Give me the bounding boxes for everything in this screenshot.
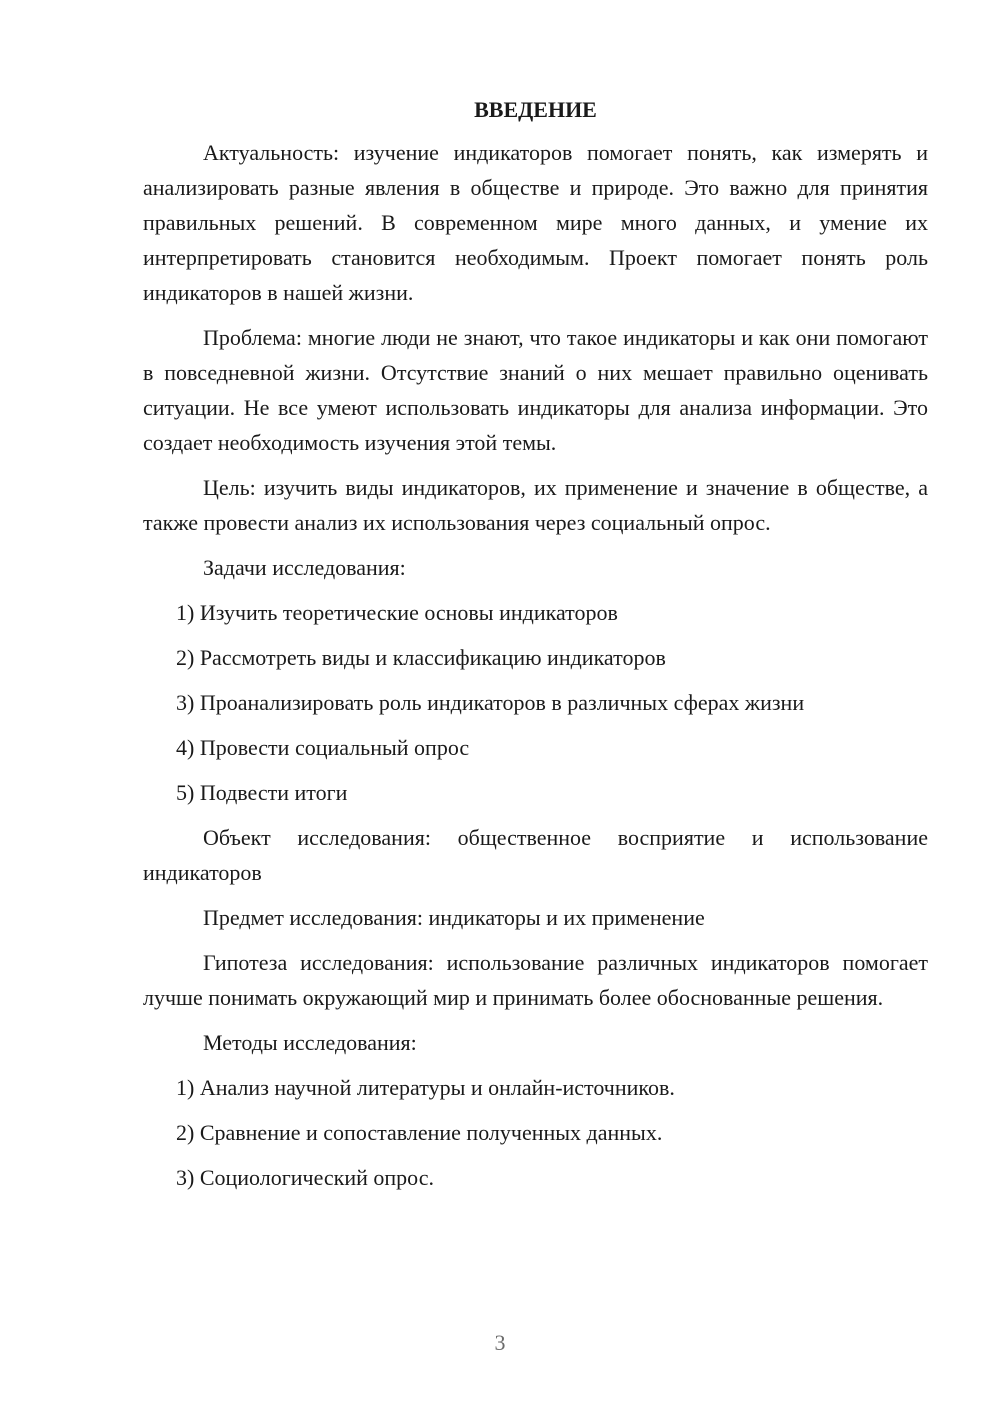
subject-paragraph: Предмет исследования: индикаторы и их применение [203, 905, 705, 930]
list-item: 5) Подвести итоги [176, 780, 348, 805]
list-item: 2) Сравнение и сопоставление полученных данных. [176, 1120, 663, 1145]
list-item: 1) Изучить теоретические основы индикаторов [176, 600, 618, 625]
hypothesis-paragraph: Гипотеза исследования: использование различных индикаторов помогает лучше понимать окружающий мир и принимать более обоснованные решения. [143, 950, 928, 1010]
list-item: 2) Рассмотреть виды и классификацию индикаторов [176, 645, 666, 670]
methods-title: Методы исследования: [203, 1030, 417, 1055]
page-number: 3 [494, 1330, 506, 1355]
relevance-paragraph: Актуальность: изучение индикаторов помогает понять, как измерять и анализировать разные явления в обществе и природе. Это важно для принятия правильных решений. В современном мире много данных, и умение их интерпретировать становится необходимым. Проект помогает понять роль индикаторов в нашей жизни. [143, 140, 928, 305]
object-paragraph: Объект исследования: общественное восприятие и использование индикаторов [143, 825, 928, 885]
tasks-title: Задачи исследования: [203, 555, 406, 580]
goal-paragraph: Цель: изучить виды индикаторов, их применение и значение в обществе, а также провести анализ их использования через социальный опрос. [143, 475, 928, 535]
list-item: 3) Проанализировать роль индикаторов в различных сферах жизни [176, 690, 805, 715]
methods-list [143, 1070, 928, 1195]
section-heading: ВВЕДЕНИЕ [474, 97, 597, 122]
problem-paragraph: Проблема: многие люди не знают, что такое индикаторы и как они помогают в повседневной жизни. Отсутствие знаний о них мешает правильно оценивать ситуации. Не все умеют использовать индикаторы для анализа информации. Это создает необходимость изучения этой темы. [143, 325, 928, 455]
list-item: 4) Провести социальный опрос [176, 735, 470, 760]
list-item: 3) Социологический опрос. [176, 1165, 434, 1190]
document-page [143, 92, 928, 1205]
list-item: 1) Анализ научной литературы и онлайн-источников. [176, 1075, 675, 1100]
tasks-list [143, 595, 928, 810]
